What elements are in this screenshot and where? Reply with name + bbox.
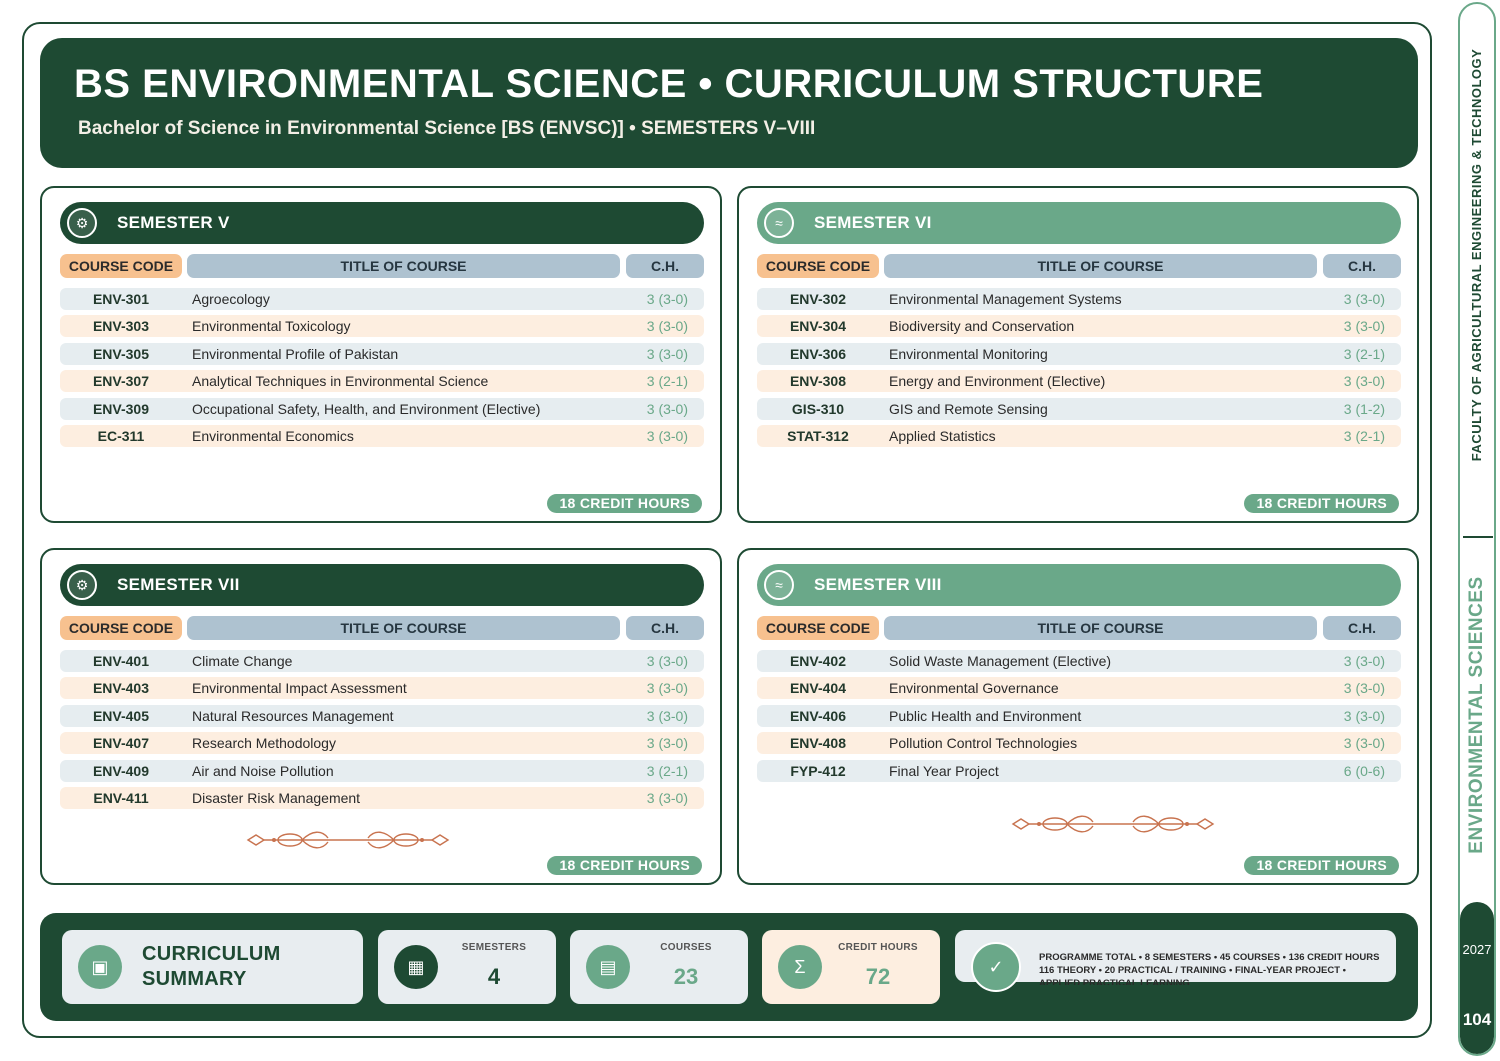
course-title: Disaster Risk Management bbox=[192, 789, 361, 806]
col-header-code: COURSE CODE bbox=[757, 254, 879, 278]
col-header-title: TITLE OF COURSE bbox=[187, 616, 620, 640]
semester-panel bbox=[737, 186, 1419, 523]
course-row bbox=[757, 677, 1401, 699]
course-row bbox=[757, 288, 1401, 310]
course-list bbox=[757, 288, 1401, 452]
course-code: ENV-308 bbox=[789, 373, 847, 390]
course-code: ENV-406 bbox=[789, 707, 847, 724]
course-credit-hours: 3 (3-0) bbox=[646, 653, 688, 669]
course-title: Natural Resources Management bbox=[192, 707, 394, 724]
course-title: Occupational Safety, Health, and Environment (Elective) bbox=[192, 400, 541, 417]
course-list bbox=[60, 288, 704, 452]
semester-title: SEMESTER VIII bbox=[814, 575, 942, 594]
course-row bbox=[60, 787, 704, 809]
year-label: 2027 bbox=[1462, 942, 1492, 957]
course-code: ENV-302 bbox=[789, 291, 847, 307]
course-row bbox=[60, 370, 704, 392]
semester-panel bbox=[40, 548, 722, 885]
course-credit-hours: 3 (3-0) bbox=[646, 735, 688, 752]
col-header-ch: C.H. bbox=[1323, 616, 1401, 640]
course-code: ENV-304 bbox=[789, 318, 847, 335]
course-credit-hours: 3 (3-0) bbox=[1343, 707, 1385, 724]
box-icon: ▣ bbox=[78, 945, 122, 989]
course-title: Agroecology bbox=[192, 291, 270, 307]
course-credit-hours: 3 (3-0) bbox=[1343, 291, 1385, 307]
course-credit-hours: 3 (2-1) bbox=[1343, 345, 1385, 362]
credit-hours-badge: 18 CREDIT HOURS bbox=[547, 494, 702, 513]
course-credit-hours: 3 (2-1) bbox=[646, 762, 688, 779]
course-list bbox=[60, 650, 704, 814]
programme-total-line2: 116 THEORY • 20 PRACTICAL / TRAINING • FINAL-YEAR PROJECT • bbox=[1039, 965, 1346, 976]
course-credit-hours: 3 (3-0) bbox=[646, 318, 688, 335]
course-title: Applied Statistics bbox=[889, 427, 996, 444]
course-row bbox=[757, 705, 1401, 727]
course-code: ENV-402 bbox=[789, 653, 847, 669]
column-headers bbox=[757, 616, 1401, 640]
list-icon: ▤ bbox=[586, 945, 630, 989]
course-row bbox=[757, 343, 1401, 365]
course-code: STAT-312 bbox=[787, 427, 849, 444]
course-credit-hours: 3 (2-1) bbox=[646, 373, 688, 390]
course-credit-hours: 3 (3-0) bbox=[1343, 680, 1385, 697]
course-credit-hours: 3 (3-0) bbox=[646, 291, 688, 307]
course-row bbox=[757, 425, 1401, 447]
course-code: ENV-405 bbox=[92, 707, 150, 724]
course-code: ENV-409 bbox=[92, 762, 150, 779]
course-row bbox=[757, 398, 1401, 420]
side-footer bbox=[1460, 902, 1494, 1054]
programme-total-line3: APPLIED PRACTICAL LEARNING bbox=[1039, 978, 1190, 985]
course-title: Public Health and Environment bbox=[889, 707, 1082, 724]
course-credit-hours: 3 (3-0) bbox=[1343, 318, 1385, 335]
courses-label: COURSES bbox=[660, 942, 712, 953]
page-title: BS ENVIRONMENTAL SCIENCE • CURRICULUM STRUCTURE bbox=[74, 62, 1264, 106]
page-header bbox=[40, 38, 1418, 168]
course-code: ENV-408 bbox=[789, 735, 847, 752]
course-title: Pollution Control Technologies bbox=[889, 735, 1078, 752]
sigma-icon: Σ bbox=[778, 945, 822, 989]
course-code: ENV-306 bbox=[789, 345, 847, 362]
semesters-value: 4 bbox=[487, 964, 501, 989]
course-row bbox=[757, 732, 1401, 754]
course-title: Solid Waste Management (Elective) bbox=[889, 653, 1112, 669]
course-code: FYP-412 bbox=[790, 762, 846, 779]
col-header-title: TITLE OF COURSE bbox=[884, 616, 1317, 640]
side-divider bbox=[1463, 536, 1493, 538]
course-list bbox=[757, 650, 1401, 787]
course-credit-hours: 3 (3-0) bbox=[646, 707, 688, 724]
course-code: ENV-407 bbox=[92, 735, 150, 752]
course-code: ENV-411 bbox=[93, 789, 149, 806]
ornament-divider bbox=[242, 828, 454, 857]
semester-panel bbox=[737, 548, 1419, 885]
col-header-ch: C.H. bbox=[626, 616, 704, 640]
wave-icon: ≈ bbox=[764, 570, 794, 600]
column-headers bbox=[60, 616, 704, 640]
col-header-title: TITLE OF COURSE bbox=[187, 254, 620, 278]
semester-title: SEMESTER VI bbox=[814, 213, 932, 232]
course-code: ENV-301 bbox=[92, 291, 150, 307]
col-header-code: COURSE CODE bbox=[60, 616, 182, 640]
side-tab bbox=[1458, 2, 1496, 1056]
credit-hours-badge: 18 CREDIT HOURS bbox=[1244, 856, 1399, 875]
summary-title-card bbox=[62, 930, 363, 1004]
course-row bbox=[60, 425, 704, 447]
courses-card bbox=[570, 930, 748, 1004]
ornament-divider bbox=[1007, 812, 1219, 841]
page-subtitle: Bachelor of Science in Environmental Science [BS (ENVSC)] • SEMESTERS V–VIII bbox=[78, 118, 816, 139]
course-row bbox=[60, 677, 704, 699]
col-header-code: COURSE CODE bbox=[60, 254, 182, 278]
course-row bbox=[757, 370, 1401, 392]
course-title: Environmental Monitoring bbox=[889, 345, 1048, 362]
course-row bbox=[60, 650, 704, 672]
semester-header bbox=[757, 564, 1401, 606]
course-credit-hours: 6 (0-6) bbox=[1343, 762, 1385, 779]
course-row bbox=[60, 288, 704, 310]
course-code: ENV-309 bbox=[92, 400, 150, 417]
department-name: ENVIRONMENTAL SCIENCES bbox=[1466, 576, 1487, 854]
course-credit-hours: 3 (1-2) bbox=[1343, 400, 1385, 417]
course-row bbox=[60, 760, 704, 782]
course-title: Analytical Techniques in Environmental Science bbox=[192, 373, 489, 390]
course-title: Final Year Project bbox=[889, 762, 999, 779]
course-row bbox=[60, 732, 704, 754]
curriculum-summary bbox=[40, 913, 1418, 1021]
programme-total-card bbox=[955, 930, 1396, 985]
course-row bbox=[757, 650, 1401, 672]
semester-header bbox=[757, 202, 1401, 244]
semester-header bbox=[60, 564, 704, 606]
course-row bbox=[60, 705, 704, 727]
course-title: GIS and Remote Sensing bbox=[889, 400, 1048, 417]
course-code: EC-311 bbox=[97, 427, 145, 444]
credit-hours-badge: 18 CREDIT HOURS bbox=[1244, 494, 1399, 513]
credit-hours-value: 72 bbox=[865, 964, 891, 989]
credit-hours-badge: 18 CREDIT HOURS bbox=[547, 856, 702, 875]
credit-hours-label: CREDIT HOURS bbox=[838, 942, 918, 953]
column-headers bbox=[60, 254, 704, 278]
course-credit-hours: 3 (3-0) bbox=[646, 400, 688, 417]
programme-total-line1: PROGRAMME TOTAL • 8 SEMESTERS • 45 COURSES • 136 CREDIT HOURS bbox=[1039, 952, 1380, 963]
course-code: GIS-310 bbox=[791, 400, 845, 417]
course-title: Environmental Profile of Pakistan bbox=[192, 345, 399, 362]
faculty-name: FACULTY OF AGRICULTURAL ENGINEERING & TECHNOLOGY bbox=[1469, 48, 1484, 462]
course-title: Environmental Economics bbox=[192, 427, 354, 444]
gear-icon: ⚙ bbox=[67, 570, 97, 600]
course-credit-hours: 3 (3-0) bbox=[646, 789, 688, 806]
course-title: Environmental Impact Assessment bbox=[192, 680, 407, 697]
course-credit-hours: 3 (3-0) bbox=[1343, 653, 1385, 669]
course-credit-hours: 3 (2-1) bbox=[1343, 427, 1385, 444]
wave-icon: ≈ bbox=[764, 208, 794, 238]
semester-panel bbox=[40, 186, 722, 523]
course-credit-hours: 3 (3-0) bbox=[1343, 735, 1385, 752]
gear-icon: ⚙ bbox=[67, 208, 97, 238]
col-header-ch: C.H. bbox=[1323, 254, 1401, 278]
course-code: ENV-307 bbox=[92, 373, 150, 390]
col-header-code: COURSE CODE bbox=[757, 616, 879, 640]
semester-title: SEMESTER V bbox=[117, 213, 230, 232]
courses-value: 23 bbox=[673, 964, 699, 989]
course-title: Environmental Toxicology bbox=[192, 318, 351, 335]
summary-title-line1: CURRICULUM bbox=[142, 943, 281, 965]
course-row bbox=[60, 398, 704, 420]
col-header-ch: C.H. bbox=[626, 254, 704, 278]
credit-hours-card bbox=[762, 930, 940, 1004]
col-header-title: TITLE OF COURSE bbox=[884, 254, 1317, 278]
course-row bbox=[60, 315, 704, 337]
course-code: ENV-303 bbox=[92, 318, 150, 335]
semester-title: SEMESTER VII bbox=[117, 575, 240, 594]
course-title: Research Methodology bbox=[192, 735, 336, 752]
course-row bbox=[757, 760, 1401, 782]
course-title: Environmental Governance bbox=[889, 680, 1059, 697]
course-row bbox=[60, 343, 704, 365]
semesters-card bbox=[378, 930, 556, 1004]
course-title: Biodiversity and Conservation bbox=[889, 318, 1075, 335]
check-icon: ✓ bbox=[971, 942, 1021, 992]
course-credit-hours: 3 (3-0) bbox=[646, 427, 688, 444]
course-code: ENV-404 bbox=[789, 680, 847, 697]
semester-header bbox=[60, 202, 704, 244]
grid-icon: ▦ bbox=[394, 945, 438, 989]
course-code: ENV-401 bbox=[92, 653, 150, 669]
course-code: ENV-305 bbox=[92, 345, 150, 362]
course-title: Energy and Environment (Elective) bbox=[889, 373, 1106, 390]
page-frame bbox=[22, 22, 1432, 1038]
course-title: Climate Change bbox=[192, 653, 293, 669]
course-code: ENV-403 bbox=[92, 680, 150, 697]
page-number: 104 bbox=[1462, 1010, 1492, 1029]
summary-title-line2: SUMMARY bbox=[142, 968, 247, 990]
column-headers bbox=[757, 254, 1401, 278]
course-credit-hours: 3 (3-0) bbox=[646, 345, 688, 362]
course-credit-hours: 3 (3-0) bbox=[1343, 373, 1385, 390]
course-title: Air and Noise Pollution bbox=[192, 762, 334, 779]
semesters-label: SEMESTERS bbox=[461, 942, 527, 953]
course-credit-hours: 3 (3-0) bbox=[646, 680, 688, 697]
programme-total-text bbox=[1039, 951, 1399, 985]
course-row bbox=[757, 315, 1401, 337]
course-title: Environmental Management Systems bbox=[889, 291, 1122, 307]
